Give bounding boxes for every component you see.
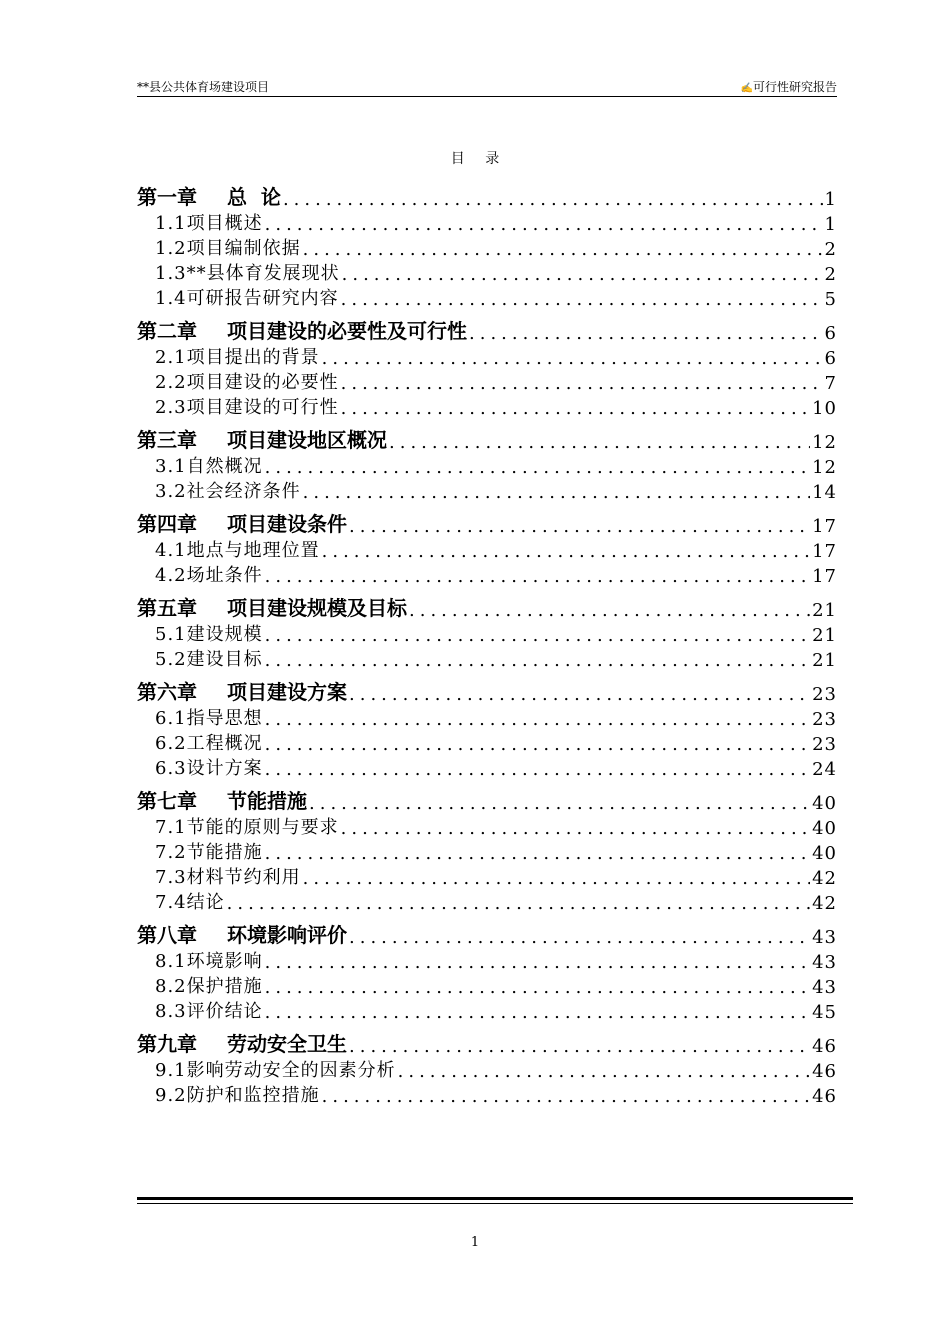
dot-leader (265, 709, 810, 730)
toc-page-number: 43 (812, 977, 837, 998)
chapter-number: 第七章 (137, 789, 197, 813)
toc-page-number: 40 (812, 793, 837, 814)
toc-section-entry[interactable] (137, 478, 837, 503)
toc-page-number: 1 (824, 214, 837, 235)
toc-chapter-entry[interactable] (137, 587, 837, 621)
toc-page-number: 46 (812, 1061, 837, 1082)
toc-chapter-entry[interactable] (137, 503, 837, 537)
toc-section-entry[interactable] (137, 1057, 837, 1082)
toc-entry-label: 5.1建设规模 (155, 624, 263, 645)
dot-leader (349, 1036, 810, 1057)
toc-chapter-entry[interactable] (137, 310, 837, 344)
toc-section-entry[interactable] (137, 973, 837, 998)
dot-leader (398, 1061, 810, 1082)
toc-page-number: 1 (824, 189, 837, 210)
toc-entry-label: 1.2项目编制依据 (155, 238, 301, 259)
toc-entry-label: 6.3设计方案 (155, 758, 263, 779)
dot-leader (309, 793, 810, 814)
footer-rule-thin (137, 1203, 853, 1204)
dot-leader (389, 432, 810, 453)
toc-page-number: 23 (812, 734, 837, 755)
dot-leader (349, 927, 810, 948)
footer-rule-thick (137, 1197, 853, 1200)
toc-page-number: 2 (824, 264, 837, 285)
toc-page-number: 6 (824, 348, 837, 369)
toc-entry-label: 6.2工程概况 (155, 733, 263, 754)
toc-page-number: 17 (812, 516, 837, 537)
chapter-title: 项目建设地区概况 (227, 428, 387, 452)
toc-entry-label (137, 1028, 347, 1057)
toc-entry-label: 6.1指导思想 (155, 708, 263, 729)
dot-leader (303, 239, 823, 260)
toc-entry-label (137, 592, 407, 621)
toc-entry-label: 9.1影响劳动安全的因素分析 (155, 1060, 396, 1081)
dot-leader (409, 600, 810, 621)
dot-leader (341, 289, 823, 310)
dot-leader (265, 625, 810, 646)
toc-entry-label (137, 785, 307, 814)
dot-leader (265, 457, 810, 478)
toc-entry-label: 2.3项目建设的可行性 (155, 397, 339, 418)
toc-chapter-entry[interactable] (137, 671, 837, 705)
toc-page-number: 43 (812, 952, 837, 973)
dot-leader (265, 1002, 810, 1023)
page-number: 1 (470, 1235, 480, 1250)
toc-page-number: 43 (812, 927, 837, 948)
toc-page-number: 7 (824, 373, 837, 394)
header-report-type (741, 78, 837, 95)
toc-entry-label: 2.2项目建设的必要性 (155, 372, 339, 393)
page-header (137, 78, 837, 96)
toc-page-number: 12 (812, 457, 837, 478)
toc-entry-label (137, 676, 347, 705)
dot-leader (322, 541, 810, 562)
toc-page-number: 10 (812, 398, 837, 419)
toc-entry-label: 7.4结论 (155, 892, 225, 913)
dot-leader (349, 684, 810, 705)
chapter-number: 第四章 (137, 512, 197, 536)
toc-entry-label (137, 315, 467, 344)
toc-section-entry[interactable] (137, 369, 837, 394)
toc-page-number: 42 (812, 868, 837, 889)
header-rule (137, 96, 837, 97)
toc-section-entry[interactable] (137, 705, 837, 730)
toc-entry-label: 8.1环境影响 (155, 951, 263, 972)
chapter-title: 项目建设条件 (227, 512, 347, 536)
dot-leader (322, 1086, 810, 1107)
toc-page-number: 40 (812, 843, 837, 864)
toc-section-entry[interactable] (137, 453, 837, 478)
toc-entry-label: 7.3材料节约利用 (155, 867, 301, 888)
dot-leader (349, 516, 810, 537)
toc-entry-label: 7.2节能措施 (155, 842, 263, 863)
toc-page-number: 17 (812, 541, 837, 562)
dot-leader (265, 734, 810, 755)
toc-section-entry[interactable] (137, 621, 837, 646)
dot-leader (341, 373, 823, 394)
toc-chapter-entry[interactable] (137, 780, 837, 814)
toc-chapter-entry[interactable] (137, 1023, 837, 1057)
chapter-number: 第二章 (137, 319, 197, 343)
toc-title-char-1: 目 (450, 151, 465, 167)
toc-section-entry[interactable] (137, 210, 837, 235)
toc-page-number: 23 (812, 709, 837, 730)
toc-page-number: 46 (812, 1086, 837, 1107)
dot-leader (283, 189, 823, 210)
toc-title (0, 148, 950, 168)
dot-leader (265, 650, 810, 671)
table-of-contents (137, 176, 837, 1107)
toc-section-entry[interactable] (137, 730, 837, 755)
toc-section-entry[interactable] (137, 948, 837, 973)
toc-page-number: 46 (812, 1036, 837, 1057)
toc-entry-label: 1.1项目概述 (155, 213, 263, 234)
toc-page-number: 21 (812, 650, 837, 671)
toc-section-entry[interactable] (137, 646, 837, 671)
toc-entry-label: 1.3**县体育发展现状 (155, 263, 340, 284)
pen-icon: ✍ (740, 83, 753, 94)
toc-section-entry[interactable] (137, 537, 837, 562)
toc-page-number: 2 (824, 239, 837, 260)
toc-page-number: 17 (812, 566, 837, 587)
toc-section-entry[interactable] (137, 814, 837, 839)
toc-entry-label (137, 424, 387, 453)
dot-leader (265, 566, 810, 587)
dot-leader (265, 759, 810, 780)
toc-section-entry[interactable] (137, 998, 837, 1023)
chapter-title: 项目建设方案 (227, 680, 347, 704)
dot-leader (265, 214, 823, 235)
toc-section-entry[interactable] (137, 394, 837, 419)
toc-entry-label: 1.4可研报告研究内容 (155, 288, 339, 309)
chapter-title: 节能措施 (227, 789, 307, 813)
toc-page-number: 42 (812, 893, 837, 914)
chapter-title: 劳动安全卫生 (227, 1032, 347, 1056)
toc-section-entry[interactable] (137, 285, 837, 310)
toc-entry-label: 8.3评价结论 (155, 1001, 263, 1022)
dot-leader (341, 398, 810, 419)
toc-section-entry[interactable] (137, 864, 837, 889)
chapter-number: 第六章 (137, 680, 197, 704)
toc-section-entry[interactable] (137, 562, 837, 587)
chapter-number: 第三章 (137, 428, 197, 452)
toc-entry-label: 4.1地点与地理位置 (155, 540, 320, 561)
header-report-type-text: 可行性研究报告 (752, 80, 837, 94)
toc-entry-label (137, 181, 281, 210)
toc-page-number: 40 (812, 818, 837, 839)
toc-section-entry[interactable] (137, 889, 837, 914)
dot-leader (265, 952, 810, 973)
dot-leader (342, 264, 823, 285)
toc-page-number: 45 (812, 1002, 837, 1023)
toc-page-number: 23 (812, 684, 837, 705)
header-project-name: **县公共体育场建设项目 (137, 80, 270, 94)
toc-entry-label (137, 508, 347, 537)
toc-entry-label: 2.1项目提出的背景 (155, 347, 320, 368)
dot-leader (227, 893, 810, 914)
toc-section-entry[interactable] (137, 260, 837, 285)
chapter-title: 项目建设规模及目标 (227, 596, 407, 620)
dot-leader (322, 348, 823, 369)
chapter-title: 环境影响评价 (227, 923, 347, 947)
dot-leader (341, 818, 810, 839)
toc-entry-label (137, 919, 347, 948)
toc-page-number: 6 (824, 323, 837, 344)
dot-leader (303, 482, 810, 503)
toc-chapter-entry[interactable] (137, 914, 837, 948)
chapter-title: 总 论 (227, 185, 281, 209)
toc-entry-label: 9.2防护和监控措施 (155, 1085, 320, 1106)
dot-leader (303, 868, 810, 889)
chapter-number: 第八章 (137, 923, 197, 947)
toc-page-number: 12 (812, 432, 837, 453)
dot-leader (265, 977, 810, 998)
toc-page-number: 21 (812, 600, 837, 621)
toc-entry-label: 4.2场址条件 (155, 565, 263, 586)
dot-leader (469, 323, 823, 344)
toc-title-char-2: 录 (485, 151, 500, 167)
toc-entry-label: 3.2社会经济条件 (155, 481, 301, 502)
toc-entry-label: 5.2建设目标 (155, 649, 263, 670)
toc-page-number: 21 (812, 625, 837, 646)
toc-entry-label: 3.1自然概况 (155, 456, 263, 477)
chapter-number: 第五章 (137, 596, 197, 620)
toc-section-entry[interactable] (137, 344, 837, 369)
toc-section-entry[interactable] (137, 839, 837, 864)
chapter-title: 项目建设的必要性及可行性 (227, 319, 467, 343)
toc-section-entry[interactable] (137, 755, 837, 780)
toc-chapter-entry[interactable] (137, 419, 837, 453)
toc-page-number: 5 (824, 289, 837, 310)
toc-section-entry[interactable] (137, 1082, 837, 1107)
toc-page-number: 14 (812, 482, 837, 503)
toc-chapter-entry[interactable] (137, 176, 837, 210)
dot-leader (265, 843, 810, 864)
toc-page-number: 24 (812, 759, 837, 780)
toc-section-entry[interactable] (137, 235, 837, 260)
chapter-number: 第一章 (137, 185, 197, 209)
toc-entry-label: 7.1节能的原则与要求 (155, 817, 339, 838)
toc-entry-label: 8.2保护措施 (155, 976, 263, 997)
chapter-number: 第九章 (137, 1032, 197, 1056)
